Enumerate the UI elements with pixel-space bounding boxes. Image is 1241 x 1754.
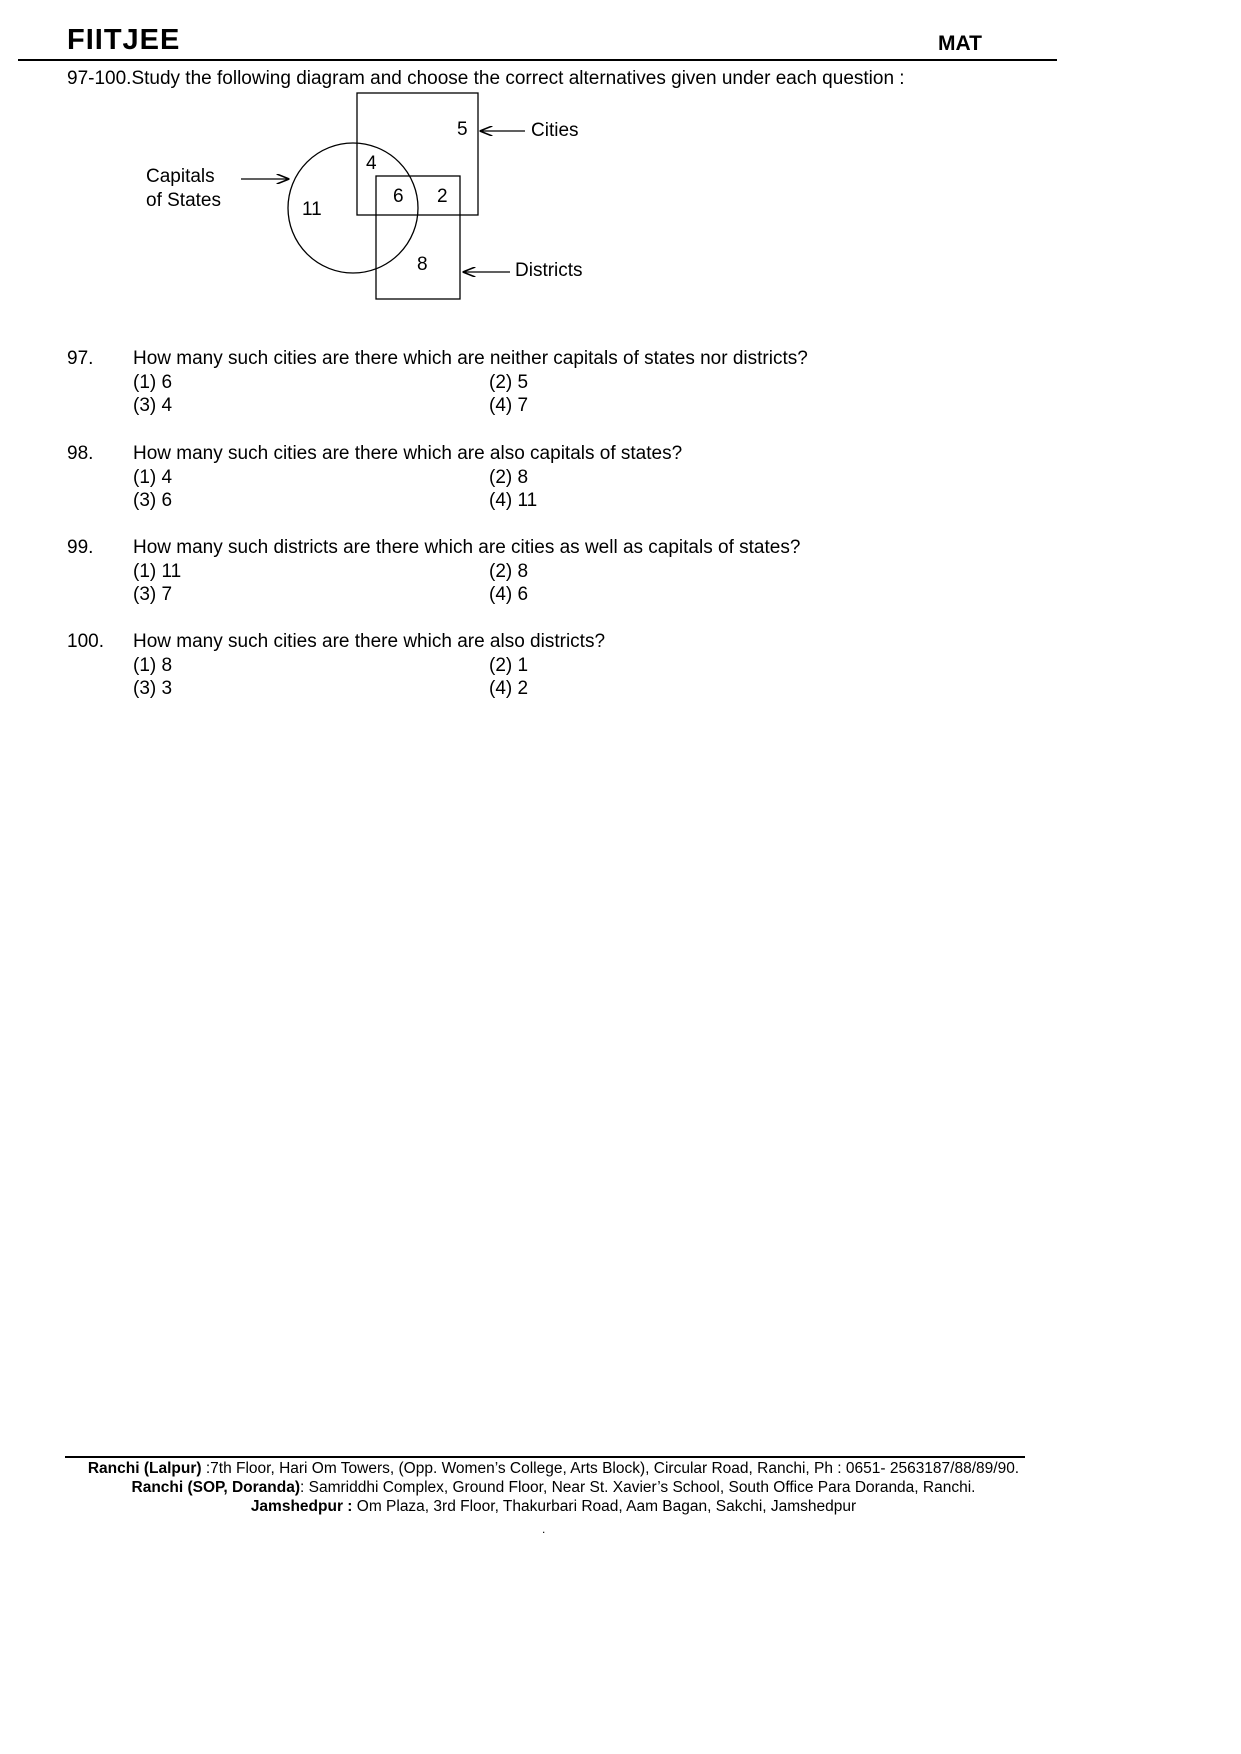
question-text: How many such cities are there which are also districts? bbox=[133, 631, 606, 652]
capitals-label-line2: of States bbox=[146, 190, 221, 211]
region-capitals-only: 11 bbox=[302, 199, 322, 220]
option-3: (3) 7 bbox=[133, 584, 173, 605]
footer-address-text: :7th Floor, Hari Om Towers, (Opp. Women’s College, Arts Block), Circular Road, Ranchi, Ph : 0651- 2563187/88/89/90. bbox=[201, 1460, 1020, 1477]
option-3: (3) 6 bbox=[133, 490, 173, 511]
footer-dot: . bbox=[542, 1522, 546, 1536]
region-capitals-cities: 4 bbox=[366, 153, 377, 174]
footer-branch-name: Ranchi (Lalpur) bbox=[87, 1460, 202, 1477]
option-3: (3) 3 bbox=[133, 678, 173, 699]
footer-address-text: : Samriddhi Complex, Ground Floor, Near St. Xavier’s School, South Office Para Doranda, Ranchi. bbox=[300, 1479, 976, 1496]
option-1: (1) 4 bbox=[133, 467, 173, 488]
question-number: 99. bbox=[67, 537, 94, 558]
option-2: (2) 8 bbox=[489, 561, 529, 582]
option-2: (2) 5 bbox=[489, 372, 529, 393]
footer-divider bbox=[65, 1456, 1025, 1458]
region-cities-districts: 2 bbox=[437, 186, 448, 207]
question-text: How many such cities are there which are also capitals of states? bbox=[133, 443, 683, 464]
footer-address-text: Om Plaza, 3rd Floor, Thakurbari Road, Aam Bagan, Sakchi, Jamshedpur bbox=[352, 1498, 857, 1515]
option-1: (1) 6 bbox=[133, 372, 173, 393]
question-number: 97. bbox=[67, 348, 94, 369]
footer-branch-name: Ranchi (SOP, Doranda) bbox=[131, 1479, 301, 1496]
option-4: (4) 6 bbox=[489, 584, 529, 605]
footer-address-jamshedpur bbox=[0, 1498, 1107, 1516]
footer-address-lalpur bbox=[0, 1460, 1107, 1478]
subject-label: MAT bbox=[938, 32, 982, 55]
footer-branch-name: Jamshedpur : bbox=[250, 1498, 353, 1515]
option-1: (1) 8 bbox=[133, 655, 173, 676]
fiitjee-logo: FIITJEE bbox=[67, 24, 181, 56]
venn-diagram bbox=[0, 0, 1107, 320]
option-4: (4) 7 bbox=[489, 395, 529, 416]
option-2: (2) 1 bbox=[489, 655, 529, 676]
districts-label: Districts bbox=[515, 260, 583, 281]
option-3: (3) 4 bbox=[133, 395, 173, 416]
cities-label: Cities bbox=[531, 120, 579, 141]
option-1: (1) 11 bbox=[133, 561, 182, 582]
instructions: 97-100.Study the following diagram and choose the correct alternatives given under each question : bbox=[67, 68, 905, 89]
question-number: 98. bbox=[67, 443, 94, 464]
capitals-label-line1: Capitals bbox=[146, 166, 215, 187]
question-text: How many such cities are there which are neither capitals of states nor districts? bbox=[133, 348, 808, 369]
option-2: (2) 8 bbox=[489, 467, 529, 488]
question-number: 100. bbox=[67, 631, 104, 652]
option-4: (4) 11 bbox=[489, 490, 538, 511]
region-cities-only: 5 bbox=[457, 119, 468, 140]
region-all-three: 6 bbox=[393, 186, 404, 207]
region-districts-only: 8 bbox=[417, 254, 428, 275]
option-4: (4) 2 bbox=[489, 678, 529, 699]
question-text: How many such districts are there which are cities as well as capitals of states? bbox=[133, 537, 801, 558]
footer-address-doranda bbox=[0, 1479, 1107, 1497]
